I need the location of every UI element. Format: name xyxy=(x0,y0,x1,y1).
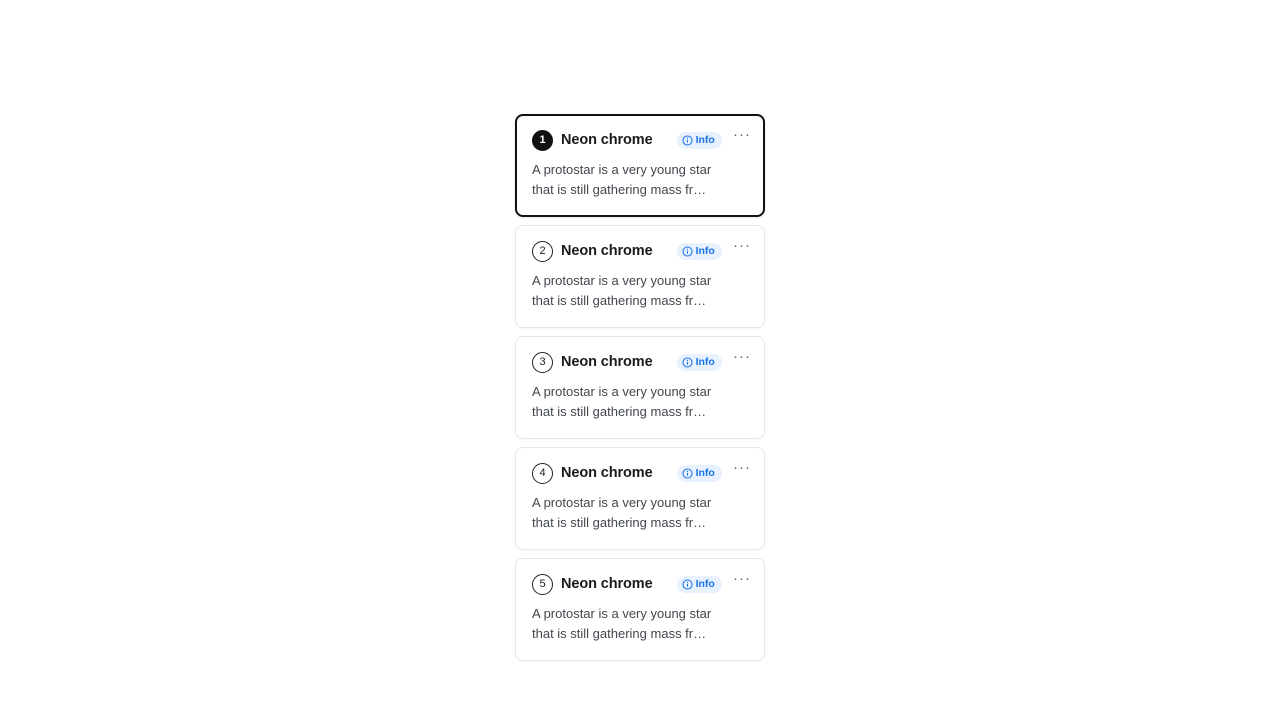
info-badge-label: Info xyxy=(695,577,715,590)
card-item[interactable] xyxy=(515,114,765,217)
card-number-badge: 3 xyxy=(532,352,553,373)
more-options-icon[interactable]: ··· xyxy=(733,348,751,365)
card-title: Neon chrome xyxy=(561,465,653,481)
card-header xyxy=(532,462,748,484)
card-number-badge: 1 xyxy=(532,130,553,151)
info-badge-label: Info xyxy=(695,466,715,479)
info-icon xyxy=(682,135,693,146)
card-description: A protostar is a very young star that is still gathering mass fr… xyxy=(532,384,712,419)
card-number-badge: 5 xyxy=(532,574,553,595)
info-badge-label: Info xyxy=(695,244,715,257)
info-badge[interactable] xyxy=(677,576,722,593)
card-description: A protostar is a very young star that is still gathering mass fr… xyxy=(532,495,712,530)
info-badge[interactable] xyxy=(677,465,722,482)
info-badge[interactable] xyxy=(677,132,722,149)
card-title: Neon chrome xyxy=(561,132,653,148)
info-badge-label: Info xyxy=(695,355,715,368)
card-description: A protostar is a very young star that is still gathering mass fr… xyxy=(532,273,712,308)
card-header xyxy=(532,573,748,595)
info-icon xyxy=(682,357,693,368)
card-header xyxy=(532,351,748,373)
info-icon xyxy=(682,246,693,257)
card-description: A protostar is a very young star that is still gathering mass fr… xyxy=(532,606,712,641)
info-badge[interactable] xyxy=(677,243,722,260)
card-title: Neon chrome xyxy=(561,576,653,592)
info-icon xyxy=(682,579,693,590)
card-number-badge: 4 xyxy=(532,463,553,484)
card-title: Neon chrome xyxy=(561,354,653,370)
info-badge-label: Info xyxy=(695,133,715,146)
card-header xyxy=(532,240,748,262)
more-options-icon[interactable]: ··· xyxy=(733,126,751,143)
info-badge[interactable] xyxy=(677,354,722,371)
card-number-badge: 2 xyxy=(532,241,553,262)
card-item[interactable] xyxy=(515,558,765,661)
card-item[interactable] xyxy=(515,336,765,439)
more-options-icon[interactable]: ··· xyxy=(733,459,751,476)
card-header xyxy=(532,129,748,151)
card-description: A protostar is a very young star that is still gathering mass fr… xyxy=(532,162,712,197)
more-options-icon[interactable]: ··· xyxy=(733,237,751,254)
card-item[interactable] xyxy=(515,225,765,328)
card-title: Neon chrome xyxy=(561,243,653,259)
info-icon xyxy=(682,468,693,479)
card-list xyxy=(515,114,765,669)
more-options-icon[interactable]: ··· xyxy=(733,570,751,587)
card-item[interactable] xyxy=(515,447,765,550)
